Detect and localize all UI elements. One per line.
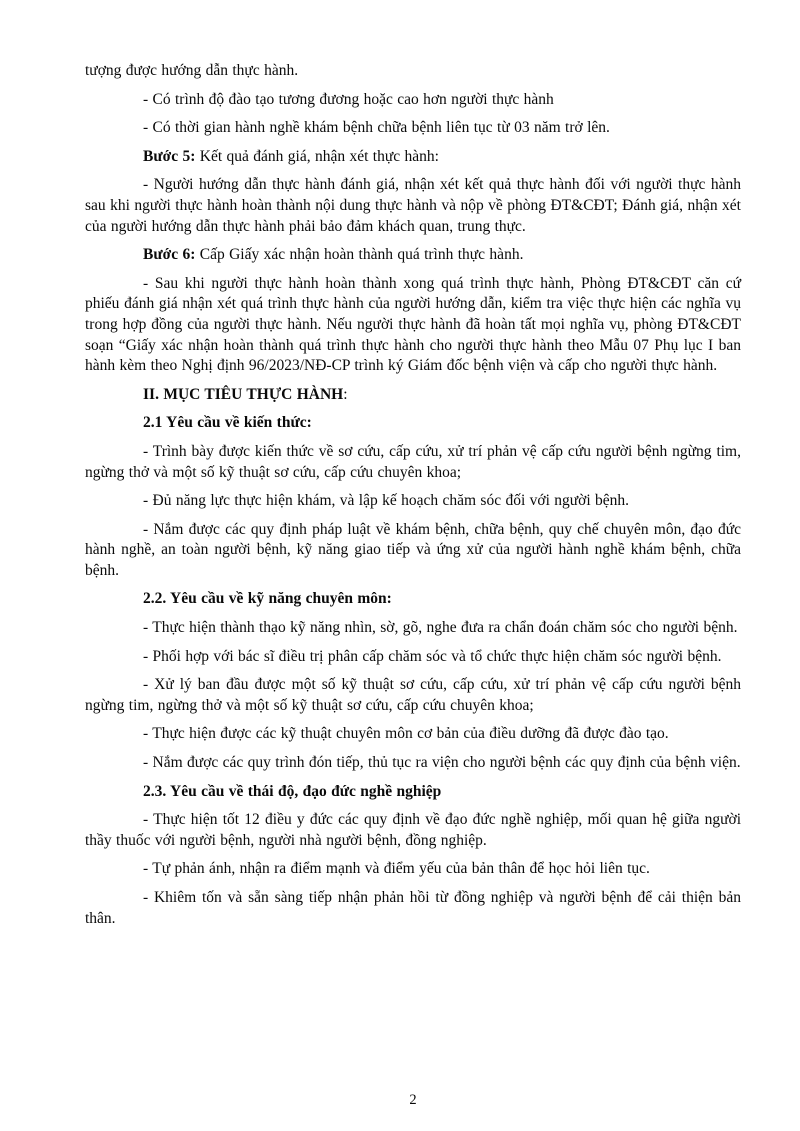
- paragraph: [85, 618, 741, 639]
- document-body: [85, 61, 741, 937]
- paragraph-text: Cấp Giấy xác nhận hoàn thành quá trình thực hành.: [195, 246, 524, 264]
- paragraph-lead: Bước 5:: [143, 147, 196, 165]
- paragraph-text: :: [343, 385, 348, 403]
- paragraph: [85, 61, 741, 82]
- paragraph: [85, 274, 741, 377]
- paragraph-text: - Có thời gian hành nghề khám bệnh chữa bệnh liên tục từ 03 năm trở lên.: [143, 119, 610, 137]
- paragraph-text: - Có trình độ đào tạo tương đương hoặc cao hơn người thực hành: [143, 90, 554, 108]
- paragraph: [85, 118, 741, 139]
- paragraph: [85, 647, 741, 668]
- paragraph: [85, 675, 741, 716]
- section-heading: [85, 782, 741, 803]
- paragraph-text: - Đủ năng lực thực hiện khám, và lập kế hoạch chăm sóc đối với người bệnh.: [143, 492, 630, 510]
- paragraph: [85, 520, 741, 582]
- paragraph-text: - Phối hợp với bác sĩ điều trị phân cấp chăm sóc và tổ chức thực hiện chăm sóc người bệnh.: [143, 647, 722, 665]
- paragraph-text: - Người hướng dẫn thực hành đánh giá, nhận xét kết quả thực hành đối với người thực hành sau khi người thực hành hoàn thành nội dung thực hành và nộp về phòng ĐT&CĐT; Đánh giá, nhận xét của người hướng dẫn thực hành phải bảo đảm khách quan, trung thực.: [85, 176, 741, 235]
- paragraph-lead: 2.3. Yêu cầu về thái độ, đạo đức nghề nghiệp: [143, 782, 442, 800]
- paragraph: [85, 888, 741, 929]
- paragraph-text: tượng được hướng dẫn thực hành.: [85, 62, 299, 79]
- paragraph-lead: Bước 6:: [143, 246, 196, 264]
- paragraph-lead: 2.1 Yêu cầu về kiến thức:: [143, 414, 312, 432]
- paragraph: [85, 491, 741, 512]
- paragraph: [85, 442, 741, 483]
- paragraph-text: - Thực hiện thành thạo kỹ năng nhìn, sờ, gõ, nghe đưa ra chẩn đoán chăm sóc cho người bệnh.: [143, 619, 738, 637]
- section-heading: [85, 413, 741, 434]
- paragraph-lead: 2.2. Yêu cầu về kỹ năng chuyên môn:: [143, 590, 392, 608]
- paragraph: [85, 724, 741, 745]
- paragraph: [85, 175, 741, 237]
- paragraph-text: - Thực hiện được các kỹ thuật chuyên môn cơ bản của điều dưỡng đã được đào tạo.: [143, 725, 669, 743]
- paragraph-lead: II. MỤC TIÊU THỰC HÀNH: [143, 385, 344, 403]
- paragraph: [85, 147, 741, 168]
- paragraph-text: - Tự phản ánh, nhận ra điểm mạnh và điểm yếu của bản thân để học hỏi liên tục.: [143, 860, 650, 878]
- paragraph-text: - Sau khi người thực hành hoàn thành xong quá trình thực hành, Phòng ĐT&CĐT căn cứ phiếu đánh giá nhận xét quá trình thực hành của người hướng dẫn, kiểm tra việc thực hiện các nghĩa vụ trong hợp đồng của người thực hành. Nếu người thực hành đã hoàn tất mọi nghĩa vụ, phòng ĐT&CĐT soạn “Giấy xác nhận hoàn thành quá trình thực hành cho người thực hành theo Mẫu 07 Phụ lục I ban hành kèm theo Nghị định 96/2023/NĐ-CP trình ký Giám đốc bệnh viện và cấp cho người thực hành.: [85, 274, 741, 375]
- paragraph: [85, 810, 741, 851]
- paragraph: [85, 753, 741, 774]
- section-heading: [85, 385, 741, 406]
- paragraph: [85, 90, 741, 111]
- paragraph-text: - Thực hiện tốt 12 điều y đức các quy định về đạo đức nghề nghiệp, mối quan hệ giữa người thầy thuốc với người bệnh, người nhà người bệnh, đồng nghiệp.: [85, 811, 741, 849]
- paragraph-text: - Nắm được các quy trình đón tiếp, thủ tục ra viện cho người bệnh các quy định của bệnh viện.: [143, 754, 741, 772]
- paragraph-text: - Khiêm tốn và sẵn sàng tiếp nhận phản hồi từ đồng nghiệp và người bệnh để cải thiện bản thân.: [85, 889, 741, 927]
- paragraph-text: - Nắm được các quy định pháp luật về khám bệnh, chữa bệnh, quy chế chuyên môn, đạo đức hành nghề, an toàn người bệnh, kỹ năng giao tiếp và ứng xử của người hành nghề khám bệnh, chữa bệnh.: [85, 520, 741, 579]
- page-number: 2: [409, 1092, 417, 1108]
- paragraph-text: - Xử lý ban đầu được một số kỹ thuật sơ cứu, cấp cứu, xử trí phản vệ cấp cứu người bệnh ngừng tim, ngừng thở và một số kỹ thuật sơ cứu, cấp cứu chuyên khoa;: [85, 676, 741, 714]
- paragraph: [85, 859, 741, 880]
- paragraph-text: Kết quả đánh giá, nhận xét thực hành:: [195, 147, 439, 165]
- paragraph: [85, 245, 741, 266]
- section-heading: [85, 589, 741, 610]
- page-footer: [85, 1090, 741, 1110]
- paragraph-text: - Trình bày được kiến thức về sơ cứu, cấp cứu, xử trí phản vệ cấp cứu người bệnh ngừng tim, ngừng thở và một số kỹ thuật sơ cứu, cấp cứu chuyên khoa;: [85, 442, 741, 481]
